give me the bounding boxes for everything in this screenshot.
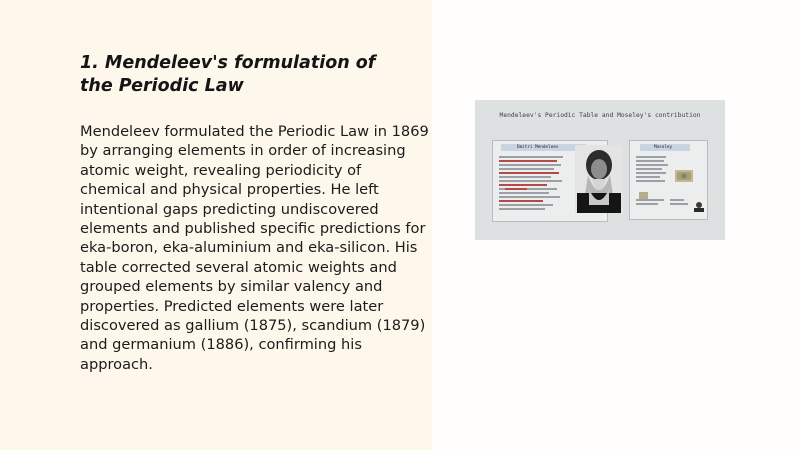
card-text-line xyxy=(636,176,660,178)
moseley-photo-icon xyxy=(675,170,693,182)
card-text-line xyxy=(499,176,551,178)
card-text-line xyxy=(499,168,554,170)
mendeleev-card-label: Dmitri Mendeleev xyxy=(517,145,559,150)
card-text-line xyxy=(499,204,553,206)
card-text-line xyxy=(636,180,665,182)
card-text-line xyxy=(499,172,559,174)
card-text-line xyxy=(499,196,560,198)
card-text-line xyxy=(499,184,547,186)
card-text-line xyxy=(499,160,557,162)
moseley-card-label: Moseley xyxy=(654,145,673,150)
card-text-line xyxy=(636,164,668,166)
slide-title: 1. Mendeleev's formulation of the Periodic Law xyxy=(80,53,376,96)
figure-accent-line xyxy=(505,188,527,190)
mendeleev-moseley-figure xyxy=(475,100,725,240)
card-text-line xyxy=(499,164,561,166)
card-text-line xyxy=(636,172,666,174)
card-text-line xyxy=(499,156,563,158)
card-text-line xyxy=(636,160,664,162)
slide-body-text: Mendeleev formulated the Periodic Law in 1869 by arranging elements in order of increasing atomic weight, revealing periodicity of chemical and physical properties. He left intentional gaps predicting undiscovered elements and published specific predictions for eka-boron, eka-aluminium and eka-silicon. His table corrected several atomic weights and grouped elements by similar valency and properties. Predicted elements were later discovered as gallium (1875), scandium (1879) and germanium (1886), confirming his approach. xyxy=(80,123,429,373)
card-text-line xyxy=(636,199,664,201)
card-text-line xyxy=(670,199,684,201)
card-text-line xyxy=(499,200,543,202)
small-photo-icon xyxy=(639,192,648,199)
card-text-line xyxy=(636,203,658,205)
card-text-line xyxy=(670,203,688,205)
card-text-line xyxy=(636,156,666,158)
card-text-line xyxy=(499,192,549,194)
figure-title: Mendeleev's Periodic Table and Moseley's contribution xyxy=(499,112,701,119)
card-text-line xyxy=(636,168,662,170)
portrait-thumbnail-icon xyxy=(691,200,707,212)
mendeleev-portrait-icon xyxy=(575,145,623,213)
card-text-line xyxy=(499,208,545,210)
card-text-line xyxy=(499,180,562,182)
